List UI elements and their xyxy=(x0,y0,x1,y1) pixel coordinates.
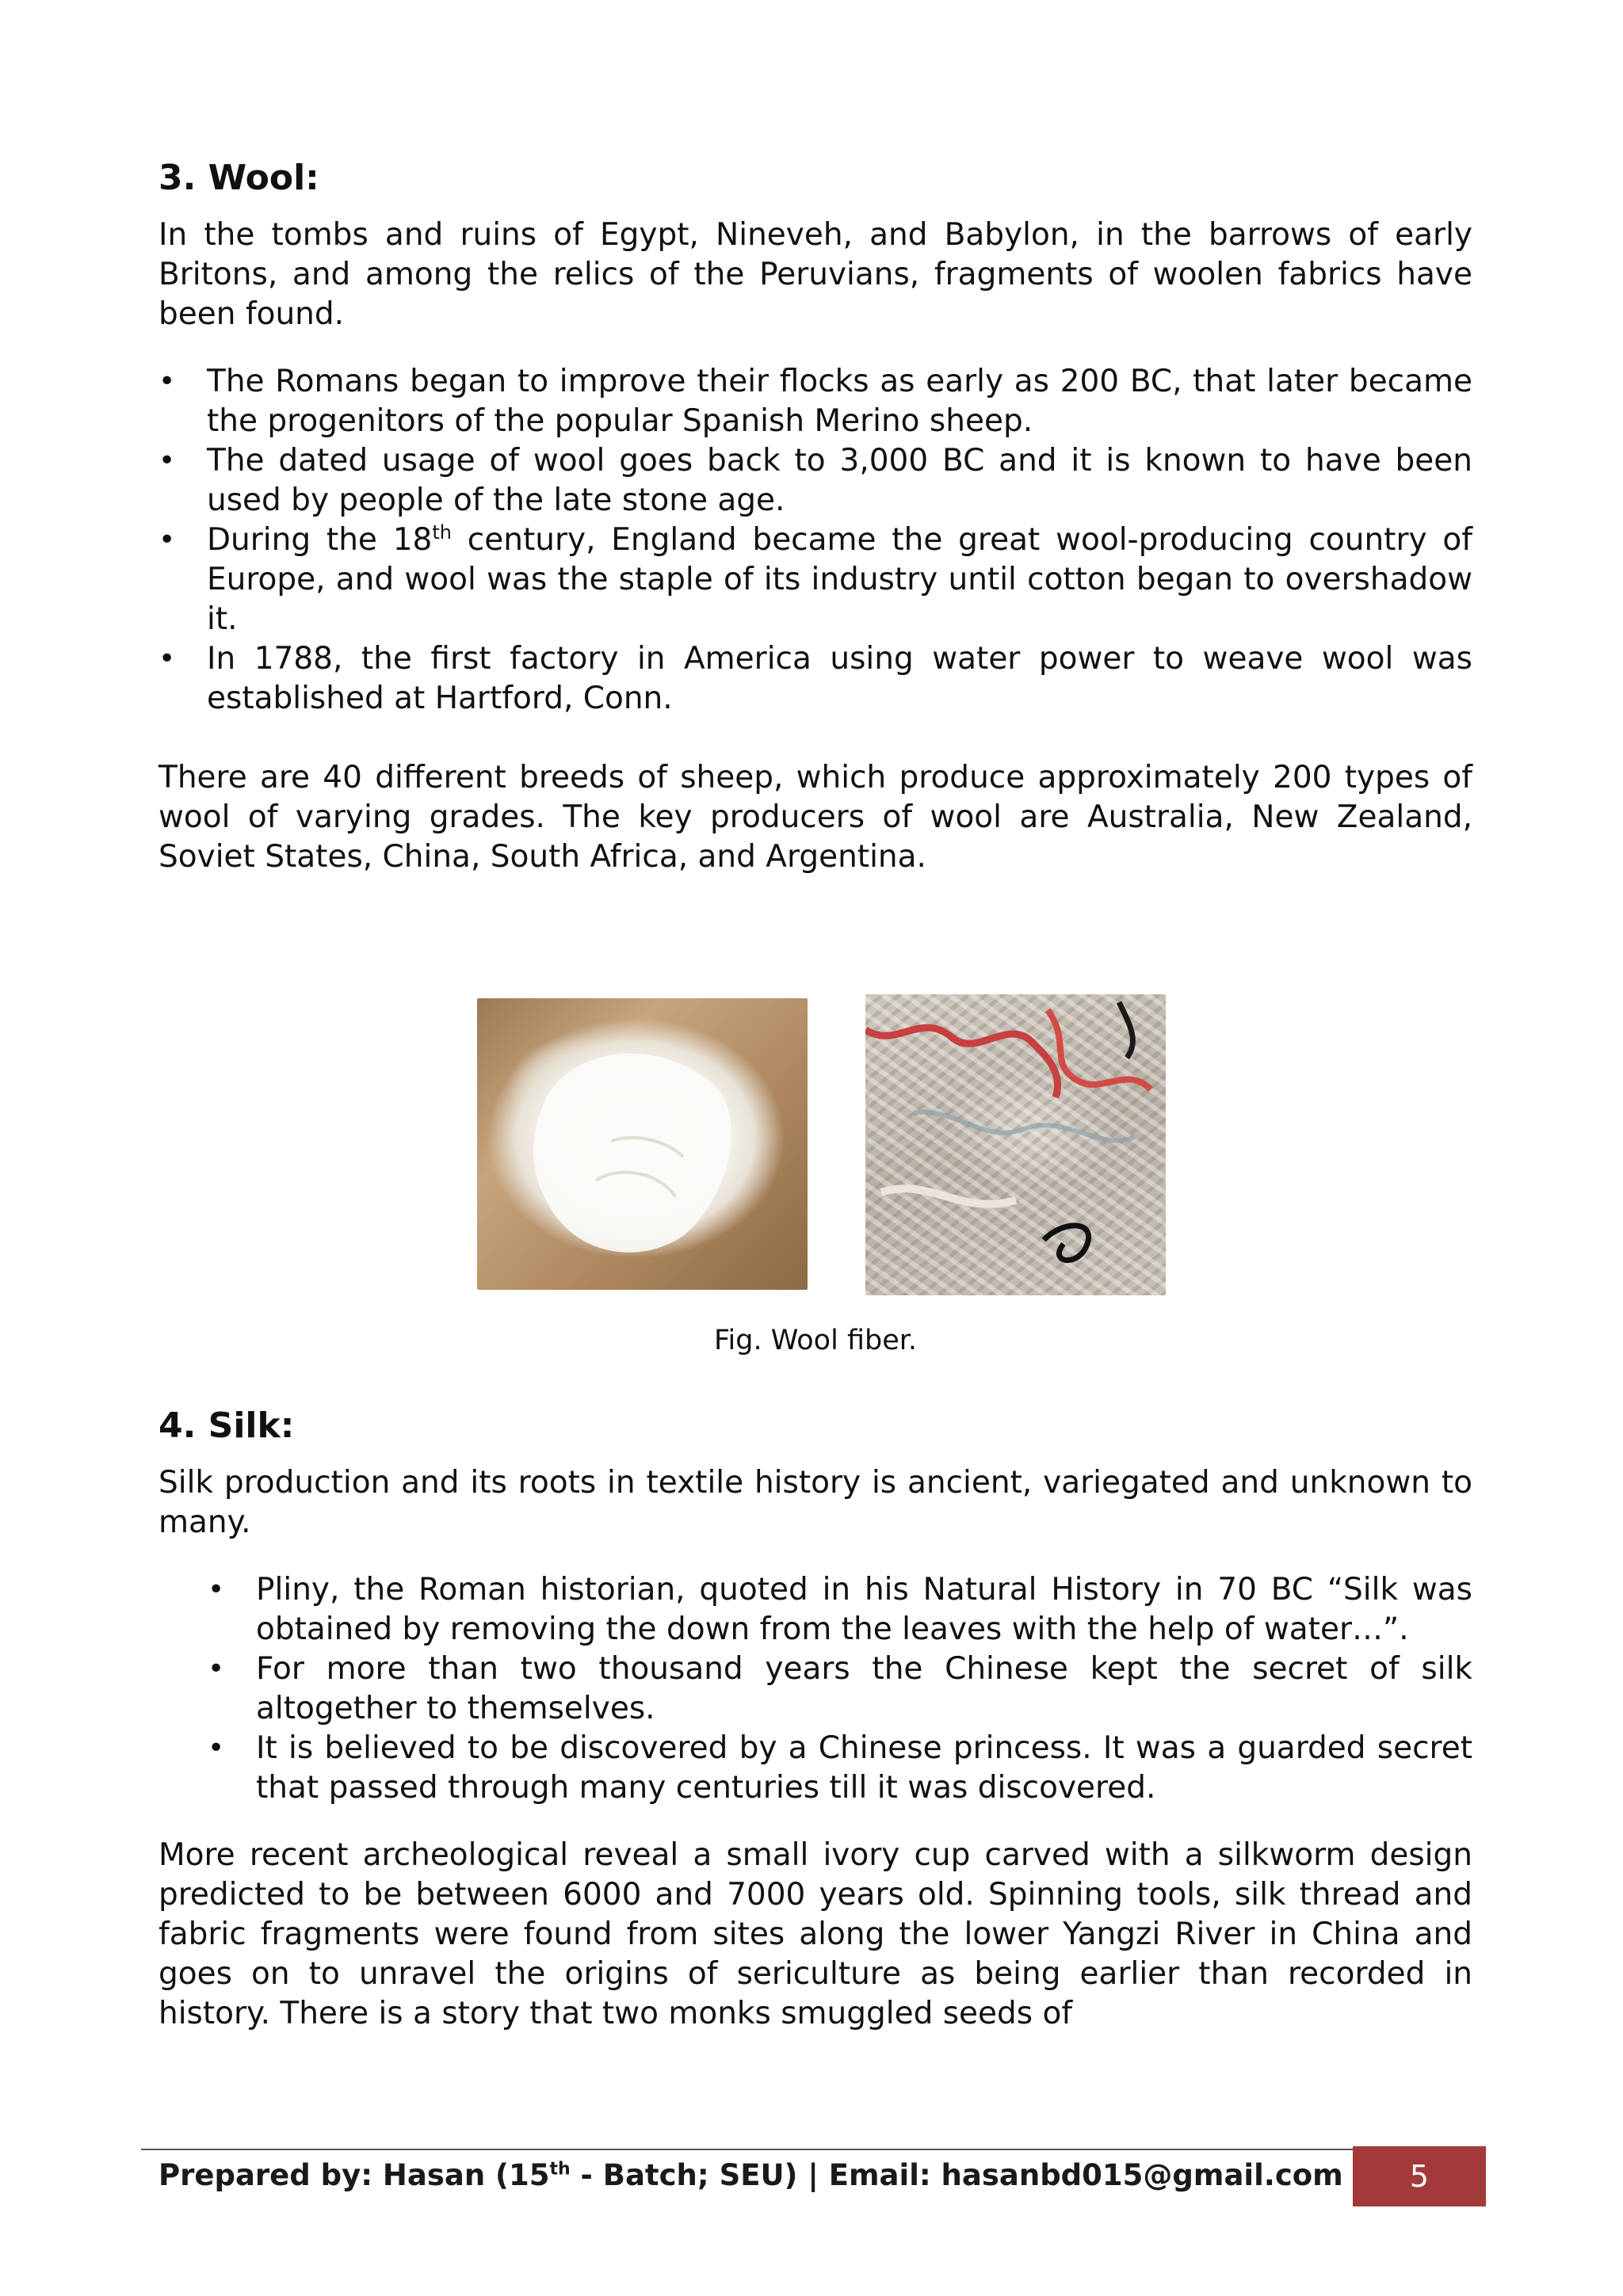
silk-section xyxy=(158,1402,1472,2034)
silk-heading: 4. Silk: xyxy=(158,1405,295,1446)
wool-heading: 3. Wool: xyxy=(158,158,319,198)
list-item: • For more than two thousand years the Chinese kept the secret of silk altogether to themselves. xyxy=(158,1650,1472,1729)
list-item xyxy=(158,521,1472,639)
list-item-text: The dated usage of wool goes back to 3,000 BC and it is known to have been used by people of the late stone age. xyxy=(207,443,1472,518)
footer-credit xyxy=(158,2157,1343,2195)
list-item: • Pliny, the Roman historian, quoted in his Natural History in 70 BC “Silk was obtained by removing the down from the leaves with the help of water…”. xyxy=(158,1570,1472,1650)
list-item-text: During the 18 xyxy=(207,522,433,558)
wool-intro-paragraph: In the tombs and ruins of Egypt, Nineveh, and Babylon, in the barrows of early Britons, and among the relics of the Peruvians, fragments of woolen fabrics have been found. xyxy=(158,217,1472,332)
silk-bullet-list xyxy=(158,1570,1472,1808)
footer-divider xyxy=(141,2149,1354,2150)
superscript: th xyxy=(549,2159,571,2180)
wool-bullet-list xyxy=(158,362,1472,719)
figure-caption: Fig. Wool fiber. xyxy=(713,1325,918,1356)
footer-text: - Batch; SEU) | Email: hasanbd015@gmail.com xyxy=(570,2158,1343,2192)
wool-paragraph: There are 40 different breeds of sheep, which produce approximately 200 types of wool of varying grades. The key producers of wool are Australia, New Zealand, Soviet States, China, South Africa, and Argentina. xyxy=(158,760,1472,875)
wool-yarn-image xyxy=(865,994,1166,1295)
superscript: th xyxy=(432,521,452,543)
list-item-text: century, England became the great wool-producing country of Europe, and wool was the staple of its industry until cotton began to overshadow it. xyxy=(207,522,1472,637)
silk-intro-paragraph: Silk production and its roots in textile history is ancient, variegated and unknown to many. xyxy=(158,1465,1472,1540)
list-item: • The Romans began to improve their flocks as early as 200 BC, that later became the progenitors of the popular Spanish Merino sheep. xyxy=(158,362,1472,441)
footer-text: Prepared by: Hasan (15 xyxy=(158,2158,550,2192)
page-content xyxy=(158,154,1472,2031)
page-number: 5 xyxy=(1353,2146,1486,2206)
silk-paragraph: More recent archeological reveal a small ivory cup carved with a silkworm design predicted to be between 6000 and 7000 years old. Spinning tools, silk thread and fabric fragments were found from sites along the lower Yangzi River in China and goes on to unravel the origins of sericulture as being earlier than recorded in history. There is a story that two monks smuggled seeds of xyxy=(158,1837,1472,2031)
list-item: • It is believed to be discovered by a Chinese princess. It was a guarded secret that passed through many centuries till it was discovered. xyxy=(158,1729,1472,1808)
wool-figure xyxy=(158,994,1472,1299)
list-item: • In 1788, the first factory in America using water power to weave wool was established at Hartford, Conn. xyxy=(158,639,1472,719)
list-item xyxy=(158,441,1472,521)
raw-wool-image xyxy=(477,998,808,1290)
